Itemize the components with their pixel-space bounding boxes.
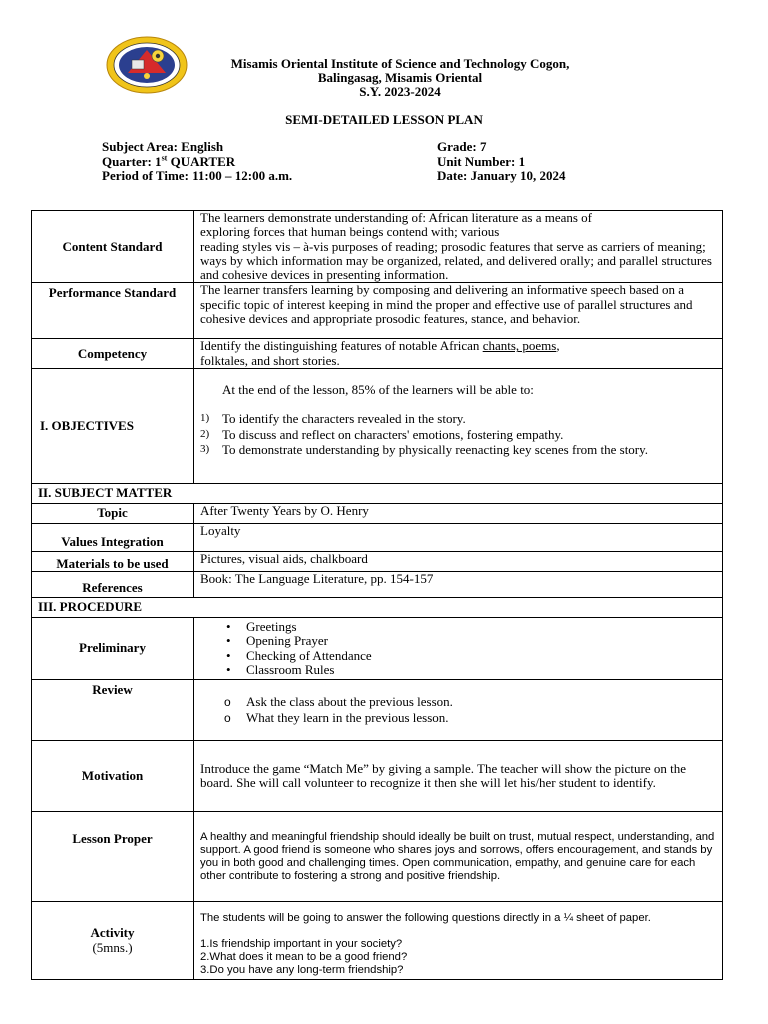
row-topic [32, 504, 723, 524]
lesson-date: Date: January 10, 2024 [437, 168, 566, 183]
info-left [102, 140, 292, 184]
objective-item: 1) To identify the characters revealed in the story. [200, 411, 466, 427]
institution-address: Balingasag, Misamis Oriental [317, 70, 483, 85]
row-competency [32, 339, 723, 369]
materials-text: Pictures, visual aids, chalkboard [194, 552, 723, 572]
row-references [32, 572, 723, 598]
objectives-intro: At the end of the lesson, 85% of the learners will be able to: [222, 382, 534, 398]
label-preliminary: Preliminary [32, 618, 194, 680]
topic-text: After Twenty Years by O. Henry [194, 504, 723, 524]
row-motivation [32, 741, 723, 812]
activity-question: 3.Do you have any long-term friendship? [200, 964, 404, 977]
performance-standard-text: The learner transfers learning by composing and delivering an informative speech based on a specific topic of interest keeping in mind the proper and effective use of parallel structures and cohesive devices and appropriate prosodic features, stance, and behavior. [194, 283, 723, 339]
objectives-content [194, 369, 723, 484]
list-item: • Greetings [200, 620, 716, 634]
row-activity [32, 902, 723, 980]
references-text: Book: The Language Literature, pp. 154-157 [194, 572, 723, 598]
lesson-plan-table [31, 210, 723, 980]
row-preliminary [32, 618, 723, 680]
school-year: S.Y. 2023-2024 [359, 84, 441, 99]
row-performance-standard [32, 283, 723, 339]
list-item: o Ask the class about the previous lesson. [200, 694, 716, 710]
unit-number: Unit Number: 1 [437, 153, 526, 169]
label-lesson-proper: Lesson Proper [32, 812, 194, 902]
section-procedure: III. PROCEDURE [32, 598, 723, 618]
objectives-list [200, 411, 716, 458]
period-of-time: Period of Time: 11:00 – 12:00 a.m. [102, 168, 293, 183]
document-title: SEMI-DETAILED LESSON PLAN [285, 112, 483, 127]
info-right [437, 140, 566, 184]
subject-area: Subject Area: English [102, 139, 224, 154]
review-list [200, 694, 716, 726]
label-materials: Materials to be used [32, 552, 194, 572]
label-references: References [32, 572, 194, 598]
competency-text: Identify the distinguishing features of notable African chants, poems, folktales, and short stories. [194, 339, 723, 369]
objective-item: 2) To discuss and reflect on characters' emotions, fostering empathy. [200, 426, 564, 442]
label-activity [32, 902, 194, 980]
list-item: o What they learn in the previous lesson. [200, 710, 716, 726]
row-review [32, 680, 723, 741]
row-procedure [32, 598, 723, 618]
row-lesson-proper [32, 812, 723, 902]
quarter: Quarter: 1st QUARTER [102, 153, 236, 169]
list-item: • Checking of Attendance [200, 649, 716, 663]
motivation-text: Introduce the game “Match Me” by giving a sample. The teacher will show the picture on the board. She will call volunteer to recognize it then she will let his/her student to identify. [194, 741, 723, 812]
grade: Grade: 7 [437, 139, 487, 154]
row-values [32, 524, 723, 552]
objective-item: 3) To demonstrate understanding by physically reenacting key scenes from the story. [200, 442, 649, 458]
row-content-standard [32, 211, 723, 283]
activity-label: Activity [90, 925, 135, 941]
row-materials [32, 552, 723, 572]
label-performance-standard: Performance Standard [32, 283, 194, 339]
row-objectives [32, 369, 723, 484]
label-content-standard: Content Standard [32, 211, 194, 283]
activity-question: 2.What does it mean to be a good friend? [200, 951, 408, 964]
activity-intro: The students will be going to answer the following questions directly in a ¼ sheet of paper. [200, 912, 651, 925]
preliminary-content [194, 618, 723, 680]
row-subject-matter [32, 484, 723, 504]
lesson-proper-text: A healthy and meaningful friendship should ideally be built on trust, mutual respect, understanding, and support. A good friend is someone who shares joys and sorrows, offers encouragement, and stands by you in both good and challenging times. Open communication, empathy, and genuine care for each other contribute to fostering a strong and positive friendship. [194, 812, 723, 902]
label-review: Review [32, 680, 194, 741]
activity-content [194, 902, 723, 980]
list-item: • Opening Prayer [200, 634, 716, 648]
review-content [194, 680, 723, 741]
label-motivation: Motivation [32, 741, 194, 812]
school-seal-logo [106, 36, 188, 94]
activity-duration: (5mns.) [92, 939, 133, 955]
list-item: • Classroom Rules [200, 663, 716, 677]
label-competency: Competency [32, 339, 194, 369]
label-objectives: I. OBJECTIVES [32, 369, 194, 484]
activity-question: 1.Is friendship important in your society? [200, 938, 403, 951]
label-topic: Topic [32, 504, 194, 524]
values-text: Loyalty [194, 524, 723, 552]
content-standard-text: The learners demonstrate understanding of: African literature as a means of exploring forces that human beings contend with; various reading styles vis – à-vis purposes of reading; prosodic features that serve as carriers of meaning; ways by which information may be organized, related, and delivered orally; and parallel structures and cohesive devices in presenting information. [194, 211, 723, 283]
label-values-integration: Values Integration [32, 524, 194, 552]
institution-name: Misamis Oriental Institute of Science and Technology Cogon, [230, 56, 570, 71]
section-subject-matter: II. SUBJECT MATTER [32, 484, 723, 504]
preliminary-list [200, 620, 716, 677]
